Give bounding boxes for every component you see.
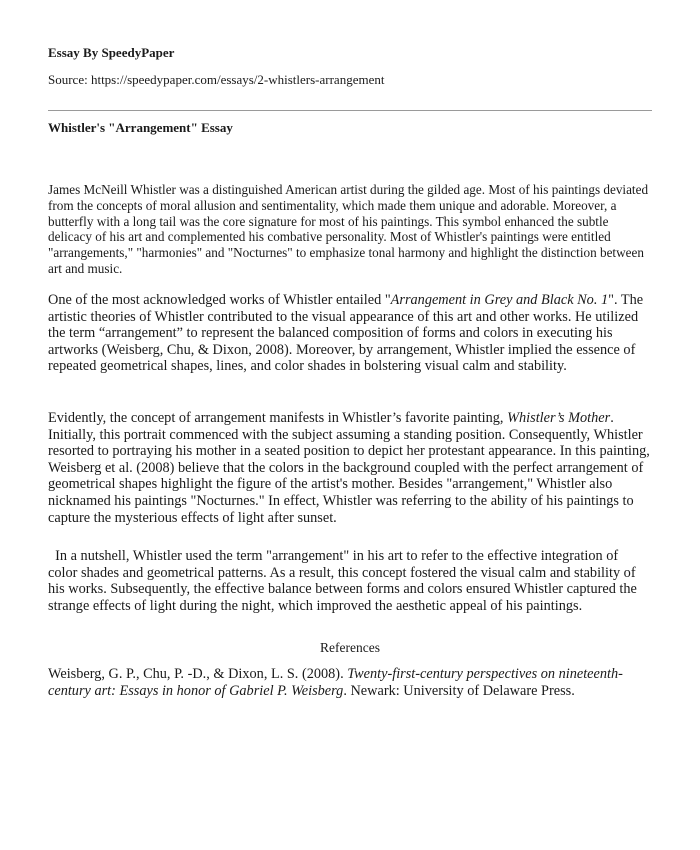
source-line: Source: https://speedypaper.com/essays/2-whistlers-arrangement <box>48 72 385 87</box>
paragraph-2 <box>48 292 650 375</box>
painting-title-mother: Whistler’s Mother <box>507 410 611 426</box>
header-divider <box>48 110 652 111</box>
reference-book-title: Twenty-first-century perspectives on nineteenth-century art: Essays in honor of Gabriel P. Weisberg <box>48 666 623 699</box>
painting-title-arrangement: Arrangement in Grey and Black No. 1 <box>390 292 609 308</box>
paragraph-2-text-start: One of the most acknowledged works of Whistler entailed " <box>48 292 391 308</box>
paragraph-4: In a nutshell, Whistler used the term "arrangement" in his art to refer to the effective integration of color shades and geometrical patterns. As a result, this concept fostered the visual calm and stability of his works. Subsequently, the effective balance between forms and colors ensured Whistler captured the strange effects of light during the night, which improved the aesthetic appeal of his paintings. <box>48 548 637 614</box>
paragraph-1: James McNeill Whistler was a distinguished American artist during the gilded age. Most of his paintings deviated from the concepts of moral allusion and sentimentality, which made them unique and adorable. Moreover, a butterfly with a long tail was the core signature for most of his paintings. This symbol enhanced the subtle delicacy of his art and complemented his combative personality. Most of Whistler's paintings were entitled "arrangements," "harmonies" and "Nocturnes" to emphasize tonal harmony and highlight the distinction between art and music. <box>48 182 649 276</box>
paragraph-3-text-start: Evidently, the concept of arrangement manifests in Whistler’s favorite painting, <box>48 410 508 426</box>
reference-publisher: . Newark: University of Delaware Press. <box>343 682 575 699</box>
essay-title: Whistler's "Arrangement" Essay <box>48 120 233 135</box>
paragraph-3-text-end: . Initially, this portrait commenced with the subject assuming a standing position. Consequently, Whistler resorted to portraying his mother in a seated position to depict her protestant appearance. In this painting, Weisberg et al. (2008) believe that the colors in the background coupled with the perfect arrangement of geometrical shapes highlight the figure of the artist's mother. Besides "arrangement," Whistler also nicknamed his paintings "Nocturnes." In effect, Whistler was referring to the ability of his paintings to capture the mysterious effects of light after sunset. <box>48 410 650 526</box>
reference-authors: Weisberg, G. P., Chu, P. -D., & Dixon, L. S. (2008). <box>48 666 348 682</box>
header-title: Essay By SpeedyPaper <box>48 45 175 60</box>
paragraph-2-text-end: ". The artistic theories of Whistler contributed to the visual appearance of this art and other works. He utilized the term “arrangement” to represent the balanced composition of forms and colors in executing his artworks (Weisberg, Chu, & Dixon, 2008). Moreover, by arrangement, Whistler implied the essence of repeated geometrical shapes, lines, and color shades in bolstering visual calm and stability. <box>48 292 644 375</box>
paragraph-3 <box>48 410 650 526</box>
reference-entry <box>48 666 650 699</box>
references-heading: References <box>320 640 380 655</box>
